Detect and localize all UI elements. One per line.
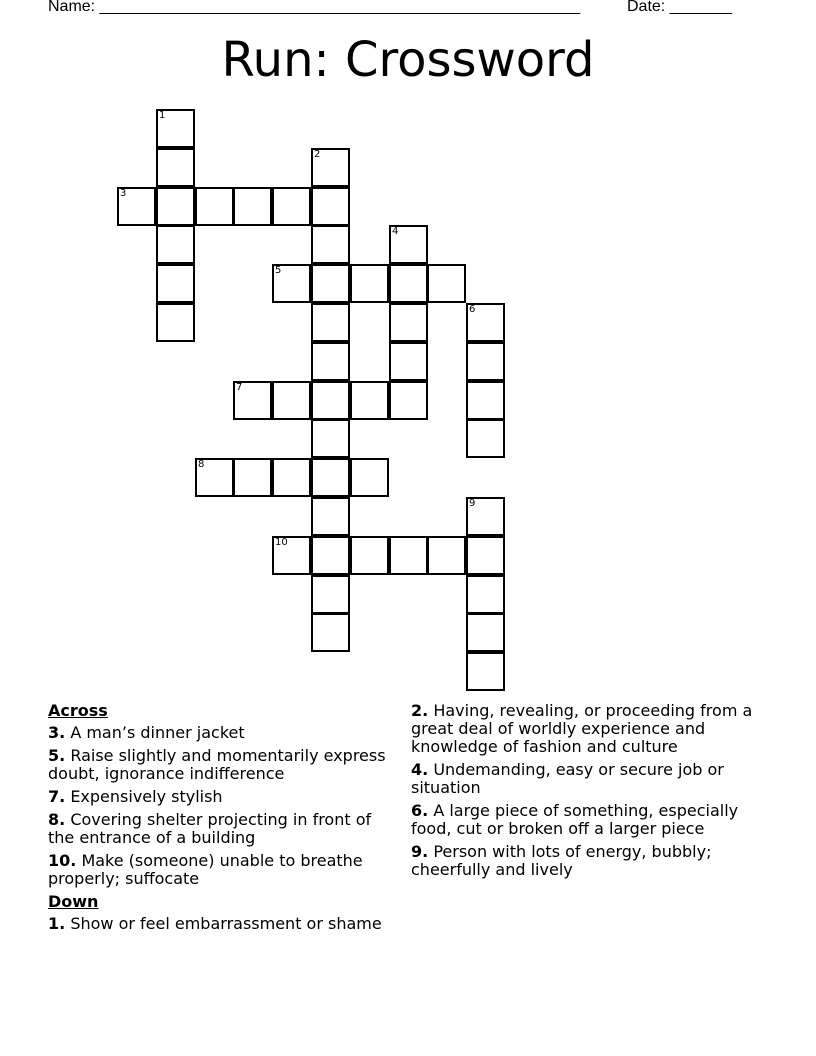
down-heading: Down bbox=[48, 892, 99, 911]
cell-number: 3 bbox=[120, 188, 127, 199]
grid-cell[interactable] bbox=[272, 381, 311, 420]
clue-item bbox=[411, 761, 771, 797]
grid-cell[interactable] bbox=[466, 613, 505, 652]
grid-cell[interactable] bbox=[466, 575, 505, 614]
cell-number: 8 bbox=[198, 459, 205, 470]
grid-cell[interactable] bbox=[311, 187, 350, 226]
cell-number: 4 bbox=[392, 226, 399, 237]
clue-item bbox=[48, 915, 393, 933]
grid-cell[interactable] bbox=[389, 303, 428, 342]
clue-item bbox=[411, 702, 771, 756]
across-heading: Across bbox=[48, 701, 108, 720]
grid-cell[interactable] bbox=[350, 264, 389, 303]
grid-cell[interactable] bbox=[233, 381, 272, 420]
clue-number: 1. bbox=[48, 914, 66, 933]
grid-cell[interactable] bbox=[389, 536, 428, 575]
grid-cell[interactable] bbox=[311, 303, 350, 342]
grid-cell[interactable] bbox=[156, 303, 195, 342]
clue-item bbox=[411, 802, 771, 838]
grid-cell[interactable] bbox=[389, 342, 428, 381]
clue-number: 8. bbox=[48, 810, 66, 829]
grid-cell[interactable] bbox=[311, 264, 350, 303]
cell-number: 9 bbox=[469, 498, 476, 509]
grid-cell[interactable] bbox=[311, 575, 350, 614]
clue-text: Undemanding, easy or secure job or situation bbox=[411, 760, 724, 797]
grid-cell[interactable] bbox=[195, 187, 234, 226]
grid-cell[interactable] bbox=[466, 419, 505, 458]
grid-cell[interactable] bbox=[427, 536, 466, 575]
clue-text: Make (someone) unable to breathe properly; suffocate bbox=[48, 851, 363, 888]
clue-item bbox=[48, 788, 393, 806]
grid-cell[interactable] bbox=[195, 458, 234, 497]
clue-item bbox=[48, 747, 393, 783]
grid-cell[interactable] bbox=[272, 536, 311, 575]
clue-number: 2. bbox=[411, 701, 429, 720]
grid-cell[interactable] bbox=[389, 381, 428, 420]
grid-cell[interactable] bbox=[156, 264, 195, 303]
grid-cell[interactable] bbox=[156, 187, 195, 226]
grid-cell[interactable] bbox=[156, 148, 195, 187]
clue-number: 10. bbox=[48, 851, 77, 870]
clue-number: 5. bbox=[48, 746, 66, 765]
grid-cell[interactable] bbox=[311, 148, 350, 187]
clue-item bbox=[48, 811, 393, 847]
clue-number: 4. bbox=[411, 760, 429, 779]
clues-column-left bbox=[48, 702, 393, 938]
clue-item bbox=[411, 843, 771, 879]
cell-number: 2 bbox=[314, 149, 321, 160]
clue-text: Having, revealing, or proceeding from a great deal of worldly experience and knowledge of fashion and culture bbox=[411, 701, 753, 756]
grid-cell[interactable] bbox=[156, 109, 195, 148]
clues-column-right bbox=[411, 702, 771, 884]
date-field[interactable]: Date: _______ bbox=[627, 0, 732, 15]
clue-text: Covering shelter projecting in front of the entrance of a building bbox=[48, 810, 372, 847]
clue-text: Raise slightly and momentarily express doubt, ignorance indifference bbox=[48, 746, 386, 783]
grid-cell[interactable] bbox=[156, 225, 195, 264]
clue-number: 7. bbox=[48, 787, 66, 806]
grid-cell[interactable] bbox=[233, 187, 272, 226]
grid-cell[interactable] bbox=[311, 458, 350, 497]
clue-text: A man’s dinner jacket bbox=[70, 723, 245, 742]
clue-item bbox=[48, 724, 393, 742]
grid-cell[interactable] bbox=[350, 458, 389, 497]
grid-cell[interactable] bbox=[466, 497, 505, 536]
grid-cell[interactable] bbox=[311, 497, 350, 536]
cell-number: 1 bbox=[159, 110, 166, 121]
grid-cell[interactable] bbox=[233, 458, 272, 497]
name-field[interactable]: Name: ______________________________________________________ bbox=[48, 0, 581, 15]
cell-number: 7 bbox=[236, 382, 243, 393]
grid-cell[interactable] bbox=[272, 458, 311, 497]
clue-text: Show or feel embarrassment or shame bbox=[70, 914, 382, 933]
grid-cell[interactable] bbox=[117, 187, 156, 226]
clue-number: 9. bbox=[411, 842, 429, 861]
grid-cell[interactable] bbox=[466, 536, 505, 575]
cell-number: 10 bbox=[275, 537, 288, 548]
clue-text: A large piece of something, especially food, cut or broken off a larger piece bbox=[411, 801, 739, 838]
grid-cell[interactable] bbox=[466, 342, 505, 381]
grid-cell[interactable] bbox=[350, 536, 389, 575]
page-title: Run: Crossword bbox=[221, 32, 595, 88]
grid-cell[interactable] bbox=[311, 342, 350, 381]
grid-cell[interactable] bbox=[466, 303, 505, 342]
cell-number: 5 bbox=[275, 265, 282, 276]
clue-item bbox=[48, 852, 393, 888]
grid-cell[interactable] bbox=[466, 652, 505, 691]
grid-cell[interactable] bbox=[350, 381, 389, 420]
grid-cell[interactable] bbox=[427, 264, 466, 303]
grid-cell[interactable] bbox=[272, 264, 311, 303]
grid-cell[interactable] bbox=[311, 613, 350, 652]
grid-cell[interactable] bbox=[311, 536, 350, 575]
grid-cell[interactable] bbox=[389, 225, 428, 264]
cell-number: 6 bbox=[469, 304, 476, 315]
grid-cell[interactable] bbox=[389, 264, 428, 303]
clue-number: 3. bbox=[48, 723, 66, 742]
clue-text: Person with lots of energy, bubbly; cheerfully and lively bbox=[411, 842, 712, 879]
grid-cell[interactable] bbox=[466, 381, 505, 420]
clue-text: Expensively stylish bbox=[70, 787, 223, 806]
grid-cell[interactable] bbox=[272, 187, 311, 226]
clue-number: 6. bbox=[411, 801, 429, 820]
grid-cell[interactable] bbox=[311, 419, 350, 458]
grid-cell[interactable] bbox=[311, 225, 350, 264]
grid-cell[interactable] bbox=[311, 381, 350, 420]
